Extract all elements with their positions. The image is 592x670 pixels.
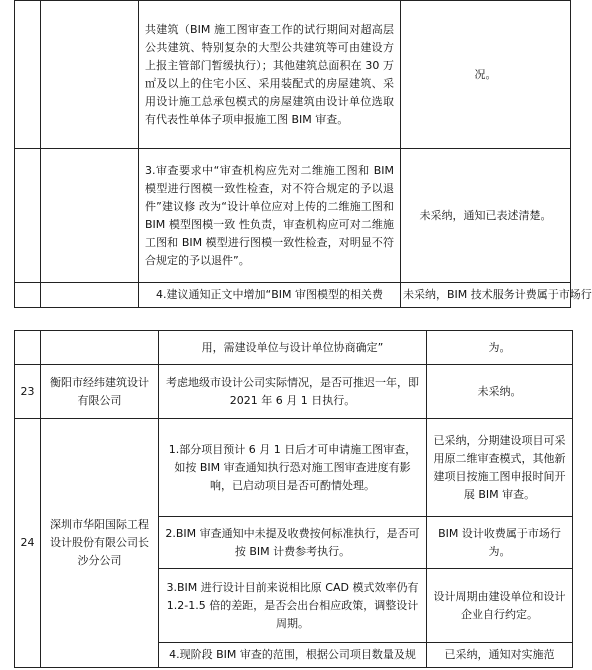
result-text: 已采纳，分期建设项目可采用原二维审查模式，其他新建项目按施工图申报时间开展 BIM 审查。 [433,433,566,501]
result-cell [427,643,573,668]
spacer-cell [573,517,581,569]
result-text: BIM 设计收费属于市场行为。 [438,526,561,558]
spacer-cell [573,643,581,668]
row-number: 23 [15,365,41,419]
spacer-cell [573,365,581,419]
result-text: 为。 [488,340,511,354]
result-text: 设计周期由建设单位和设计企业自行约定。 [433,589,566,621]
org-cell [41,1,139,149]
spacer-cell [573,419,581,517]
spacer-cell [573,331,581,365]
org-cell [41,283,139,308]
result-cell [427,569,573,643]
opinion-cell [159,517,427,569]
opinion-cell [139,283,401,308]
opinion-cell [159,365,427,419]
table-row [15,331,581,365]
table-row [15,365,581,419]
table-row [15,149,571,283]
opinion-text: 4.现阶段 BIM 审查的范围，根据公司项目数量及规 [169,648,416,661]
row-number: 24 [15,419,41,668]
org-cell [41,365,159,419]
result-text: 未采纳。 [477,384,522,398]
opinion-cell [139,1,401,149]
opinion-text: 2.BIM 审查通知中未提及收费按何标准执行，是否可按 BIM 计费参考执行。 [165,526,420,558]
result-cell [427,517,573,569]
num-cell [15,1,41,149]
table-row [15,283,571,308]
org-cell [41,331,159,365]
result-text: 况。 [474,67,497,81]
opinion-table-bottom [14,330,581,668]
org-name: 衡阳市经纬建筑设计有限公司 [50,375,149,407]
opinion-text: 用，需建设单位与设计单位协商确定” [201,340,384,354]
opinion-cell [139,149,401,283]
result-cell [427,331,573,365]
result-cell [401,1,571,149]
result-text: 已采纳，通知对实施范 [444,648,555,661]
org-name: 深圳市华阳国际工程设计股份有限公司长沙分公司 [50,518,149,567]
opinion-cell [159,419,427,517]
opinion-text: 3.审查要求中“审查机构应先对二维施工图和 BIM 模型进行图模一致性检查，对不符合规定的予以退件”建议修 改为“设计单位应对上传的二维施工图和 BIM 模型图模一致 性负责，审查机构应可对二维施工图和 BIM 模型进行图模一致性检查，对明显不符合规定的予以退件”。 [145,163,394,267]
opinion-text: 共建筑（BIM 施工图审查工作的试行期间对超高层公共建筑、特别复杂的大型公共建筑等可由建设方上报主管部门暂缓执行）；其他建筑总面积在 30 万㎡及以上的住宅小区、采用装配式的房屋建筑、采用设计施工总承包模式的房屋建筑由设计单位选取有代表性单体子项申报施工图 BIM 审查。 [145,22,394,126]
opinion-cell [159,331,427,365]
opinion-text: 考虑地级市设计公司实际情况，是否可推迟一年，即 2021 年 6 月 1 日执行。 [166,375,419,407]
org-cell [41,419,159,668]
spacer-cell [573,569,581,643]
result-cell [401,283,592,308]
opinion-text: 4.建议通知正文中增加“BIM 审图模型的相关费 [156,288,383,301]
result-text: 未采纳，通知已表述清楚。 [419,208,552,222]
result-cell [427,365,573,419]
result-text: 未采纳，BIM 技术服务计费属于市场行 [403,288,592,301]
opinion-text: 3.BIM 进行设计目前来说相比原 CAD 模式效率仍有 1.2-1.5 倍的差距，是否会出台相应政策，调整设计周期。 [166,580,419,630]
opinion-table-top [14,0,592,308]
num-cell [15,331,41,365]
result-cell [427,419,573,517]
num-cell [15,283,41,308]
org-cell [41,149,139,283]
opinion-cell [159,569,427,643]
opinion-cell [159,643,427,668]
table-row [15,419,581,517]
num-cell [15,149,41,283]
table-row [15,1,571,149]
opinion-text: 1.部分项目预计 6 月 1 日后才可申请施工图审查，如按 BIM 审查通知执行恐对施工图审查进度有影响，已启动项目是否可酌情处理。 [168,442,417,492]
result-cell [401,149,571,283]
